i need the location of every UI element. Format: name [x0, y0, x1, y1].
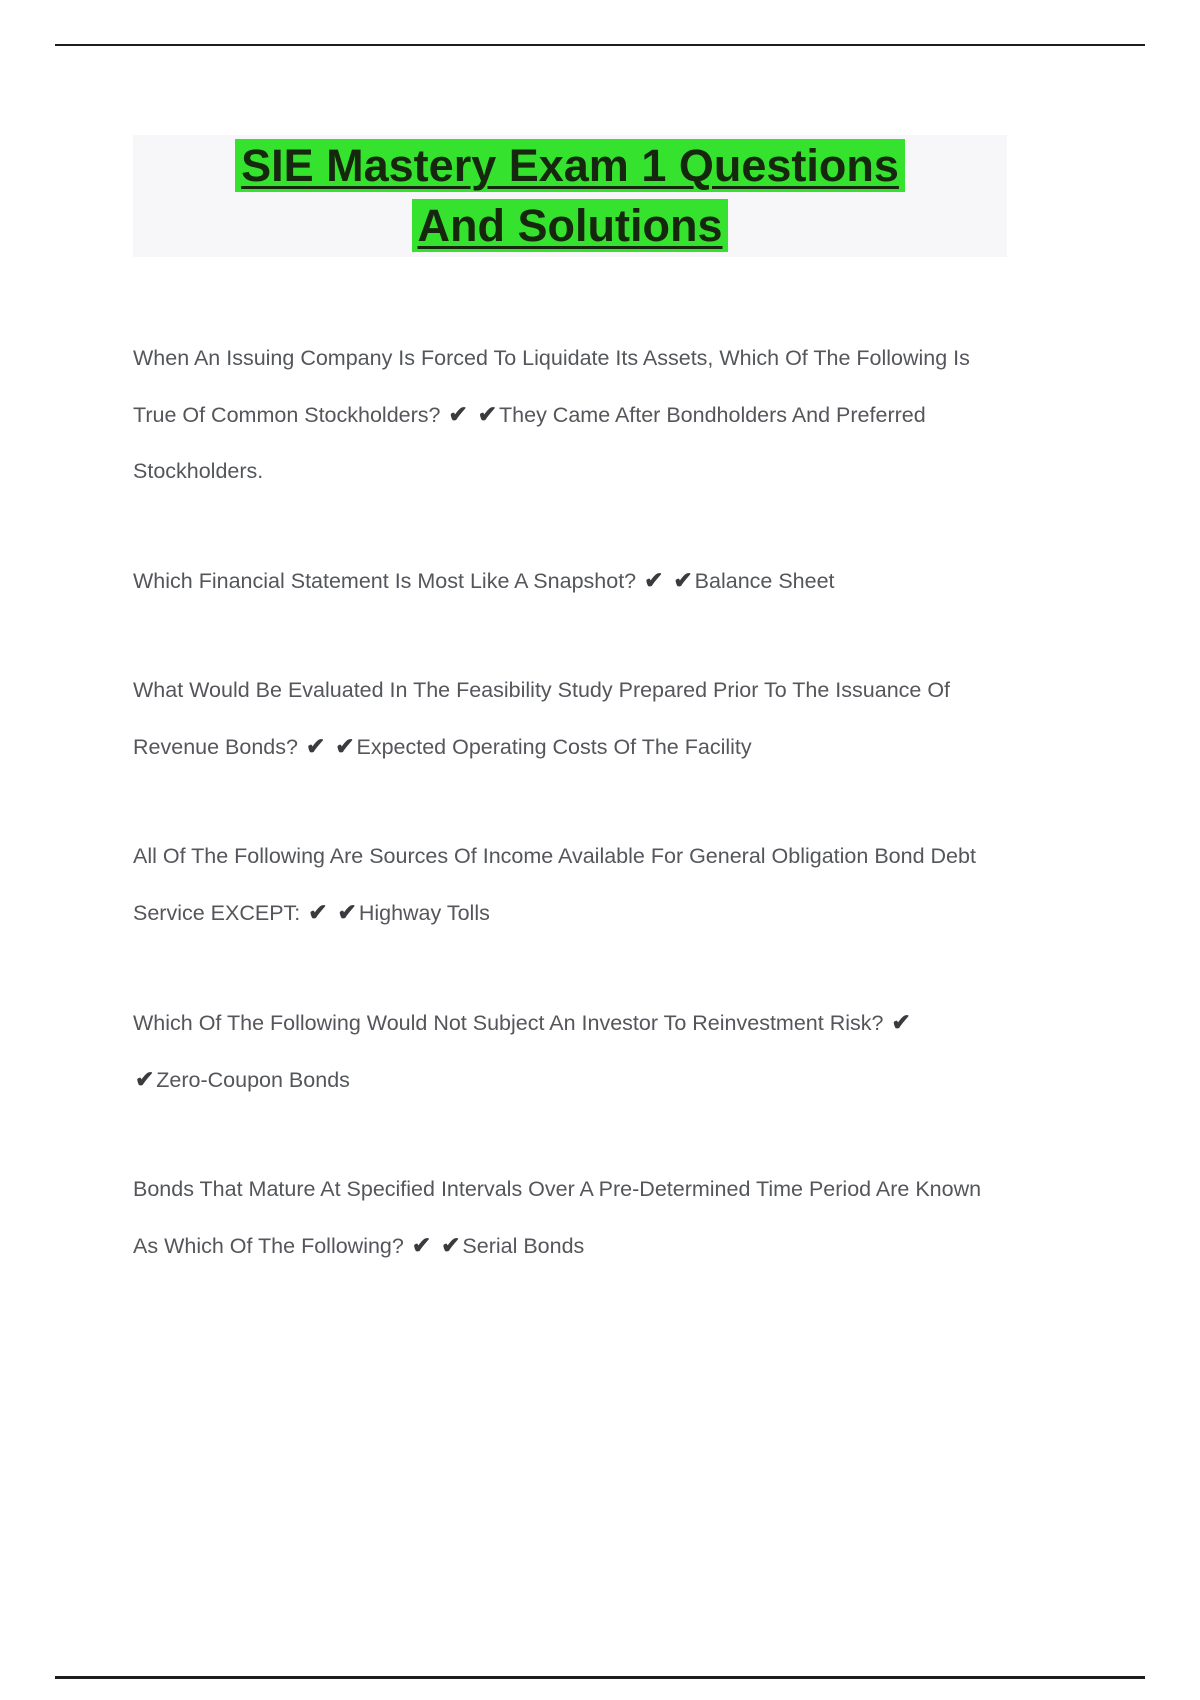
top-divider	[55, 44, 1145, 46]
answer-text: Balance Sheet	[694, 569, 835, 593]
qa-item	[133, 552, 993, 609]
qa-item	[133, 330, 993, 499]
qa-item	[133, 662, 993, 775]
checkmark-icon: ✔	[477, 401, 498, 427]
question-text: Bonds That Mature At Specified Intervals Over A Pre-Determined Time Period Are Known As Which Of The Following?	[133, 1177, 982, 1258]
answer-text: Expected Operating Costs Of The Facility	[356, 735, 752, 759]
qa-item	[133, 1161, 993, 1274]
qa-item	[133, 994, 993, 1108]
title-banner	[133, 135, 1007, 257]
bottom-divider	[55, 1676, 1145, 1679]
checkmark-icon: ✔	[411, 1232, 432, 1258]
answer-text: Serial Bonds	[462, 1234, 585, 1258]
title-line-1: SIE Mastery Exam 1 Questions	[235, 139, 905, 192]
question-text: Which Financial Statement Is Most Like A Snapshot?	[133, 569, 637, 593]
question-text: When An Issuing Company Is Forced To Liquidate Its Assets, Which Of The Following Is True Of Common Stockholders?	[133, 346, 970, 427]
question-text: All Of The Following Are Sources Of Income Available For General Obligation Bond Debt Service EXCEPT:	[133, 844, 976, 925]
checkmark-icon: ✔	[135, 1066, 155, 1092]
answer-text: Zero-Coupon Bonds	[156, 1068, 350, 1092]
checkmark-icon: ✔	[448, 401, 468, 427]
answer-text: They Came After Bondholders And Preferred Stockholders.	[133, 403, 926, 483]
question-text: What Would Be Evaluated In The Feasibility Study Prepared Prior To The Issuance Of Revenue Bonds?	[133, 678, 951, 759]
checkmark-icon: ✔	[644, 567, 664, 593]
checkmark-icon: ✔	[305, 733, 326, 759]
checkmark-icon: ✔	[337, 899, 357, 925]
checkmark-icon: ✔	[308, 899, 328, 925]
answer-text: Highway Tolls	[358, 901, 490, 925]
checkmark-icon: ✔	[673, 567, 693, 593]
question-text: Which Of The Following Would Not Subject An Investor To Reinvestment Risk?	[133, 1011, 884, 1035]
qa-list	[133, 330, 993, 1327]
qa-item	[133, 828, 993, 941]
title-line-2: And Solutions	[412, 199, 729, 252]
document-title	[235, 136, 905, 256]
checkmark-icon: ✔	[335, 733, 355, 759]
checkmark-icon: ✔	[891, 1009, 911, 1035]
checkmark-icon: ✔	[441, 1232, 461, 1258]
